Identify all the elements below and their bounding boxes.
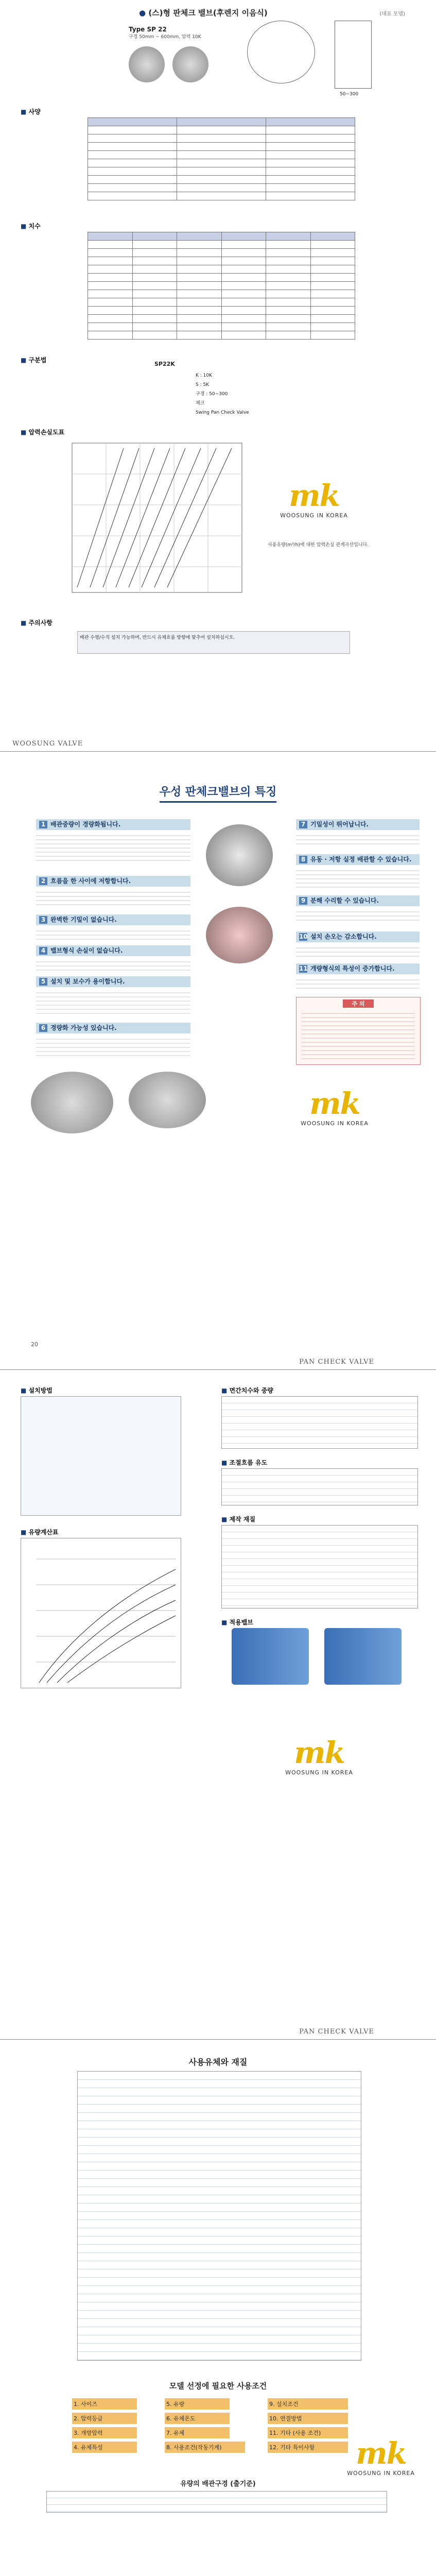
applied-diagram-2 xyxy=(324,1628,402,1685)
section-material: ■ 제작 재질 xyxy=(221,1515,255,1523)
brand-logo-4: mk WOOSUNG IN KOREA xyxy=(347,2436,415,2477)
valve-cutaway-2 xyxy=(206,907,273,963)
condition-item: 12. 기타 특이사항 xyxy=(268,2442,348,2453)
catalog-page-4 xyxy=(0,2025,436,2576)
condition-item: 5. 유량 xyxy=(165,2398,230,2410)
note-top: (대표 모델) xyxy=(379,11,405,17)
condition-item: 8. 사용조건(작동기계) xyxy=(165,2442,245,2453)
condition-item: 2. 압력등급 xyxy=(72,2413,137,2424)
pressure-loss-chart xyxy=(62,438,252,608)
feature-11: 11 개량형식의 특성이 증가합니다. xyxy=(296,963,420,989)
pipe-size-table xyxy=(46,2491,387,2513)
section-applied: ■ 적용밸브 xyxy=(221,1618,253,1626)
page4-title: 사용유체와 재질 xyxy=(188,2057,248,2067)
page3-header: PAN CHECK VALVE xyxy=(0,1355,436,1370)
dims-weight-table xyxy=(221,1396,418,1449)
condition-item: 7. 유체 xyxy=(165,2427,230,2438)
feature-5: 5 설치 및 보수가 용이합니다. xyxy=(36,976,190,1014)
valve-photo-closed xyxy=(129,1072,206,1128)
section-dims-weight: ■ 면간치수와 중량 xyxy=(221,1386,273,1395)
bottom-title: 유량의 배관구경 (출기준) xyxy=(180,2480,256,2488)
type-box xyxy=(129,26,216,40)
type-label: Type SP 22 xyxy=(129,26,167,33)
notes-box: 배관 수평/수직 설치 가능하며, 반드시 유체흐름 방향에 맞추어 설치하십시오. xyxy=(77,631,350,654)
model-code-legend: K : 10K S : 5K 구경 : 50~300 체크 Swing Pan Check Valve xyxy=(196,373,249,415)
section-dims: ■ 치수 xyxy=(21,222,41,230)
spec-table xyxy=(88,117,355,200)
warning-title: 주 의 xyxy=(343,999,374,1008)
section-flow-guide: ■ 조절흐름 유도 xyxy=(221,1458,267,1467)
condition-item: 11. 기타 (사용 조건) xyxy=(268,2427,348,2438)
feature-6: 6 경량화 가능성 있습니다. xyxy=(36,1023,190,1056)
page-number: 20 xyxy=(31,1341,38,1348)
condition-item: 1. 사이즈 xyxy=(72,2398,137,2410)
catalog-page-3 xyxy=(0,1355,436,2025)
applied-diagram-1 xyxy=(232,1628,309,1685)
dims-table xyxy=(88,232,355,340)
feature-3: 3 완벽한 기밀이 없습니다. xyxy=(36,914,190,940)
page-heading: ● (스)형 판체크 밸브(후렌지 이음식) xyxy=(139,8,268,18)
valve-cutaway-1 xyxy=(206,824,273,886)
warning-box xyxy=(296,997,421,1065)
catalog-page-1 xyxy=(0,0,436,737)
logo-mark: mk xyxy=(289,478,339,513)
feature-7: 7 기밀성이 뛰어납니다. xyxy=(296,819,420,848)
condition-item: 10. 연결방법 xyxy=(268,2413,348,2424)
brand-logo-2: mk WOOSUNG IN KOREA xyxy=(301,1086,369,1127)
chart-note: 사용유량(m³/h)에 대한 압력손실 관계곡선입니다. xyxy=(268,543,369,548)
type-subtitle: 구경 50mm ~ 600mm, 압력 10K xyxy=(129,35,201,40)
brand-logo-3: mk WOOSUNG IN KOREA xyxy=(285,1735,353,1776)
install-diagram xyxy=(21,1396,181,1516)
size-label: 50~300 xyxy=(340,92,359,97)
feature-9: 9 분해 수리할 수 있습니다. xyxy=(296,895,420,924)
valve-photo-2 xyxy=(172,46,208,82)
feature-10: 10 설치 손오는 감소합니다. xyxy=(296,931,420,957)
feature-8: 8 유동 · 저항 실정 배관할 수 있습니다. xyxy=(296,854,420,888)
brand-logo xyxy=(273,479,355,526)
drawing-side xyxy=(335,21,372,89)
bullet-icon: ● xyxy=(139,8,146,18)
section-model-code: ■ 구분법 xyxy=(21,355,46,364)
condition-item: 6. 유체온도 xyxy=(165,2413,230,2424)
flow-guide-table xyxy=(221,1468,418,1505)
fluid-material-table xyxy=(77,2071,361,2361)
condition-item: 4. 유체특성 xyxy=(72,2442,137,2453)
page4-header: PAN CHECK VALVE xyxy=(0,2025,436,2040)
flow-chart xyxy=(21,1538,181,1688)
feature-1: 1 배관중량이 경량화됩니다. xyxy=(36,819,190,863)
feature-4: 4 밸브형식 손실이 없습니다. xyxy=(36,945,190,971)
page2-header: WOOSUNG VALVE xyxy=(0,737,436,752)
page2-title: 우성 판체크밸브의 특징 xyxy=(0,783,436,803)
drawing-front xyxy=(247,21,315,83)
model-code: SP22K xyxy=(154,361,175,367)
section-spec: ■ 사양 xyxy=(21,107,41,116)
valve-photo-open xyxy=(31,1072,113,1133)
logo-sub: WOOSUNG IN KOREA xyxy=(280,512,348,519)
material-table xyxy=(221,1525,418,1608)
feature-2: 2 흐름을 한 사이에 저항합니다. xyxy=(36,876,190,907)
condition-item: 3. 개방압력 xyxy=(72,2427,137,2438)
section-notes: ■ 주의사항 xyxy=(21,618,53,627)
section-install: ■ 설치방법 xyxy=(21,1386,53,1395)
valve-photo-1 xyxy=(129,46,165,82)
condition-item: 9. 설치조건 xyxy=(268,2398,348,2410)
section-pressure-loss: ■ 압력손실도표 xyxy=(21,428,64,436)
select-title: 모델 선정에 필요한 사용조건 xyxy=(169,2381,267,2391)
catalog-page-2 xyxy=(0,737,436,1355)
section-flow-calc: ■ 유량계산표 xyxy=(21,1528,58,1536)
